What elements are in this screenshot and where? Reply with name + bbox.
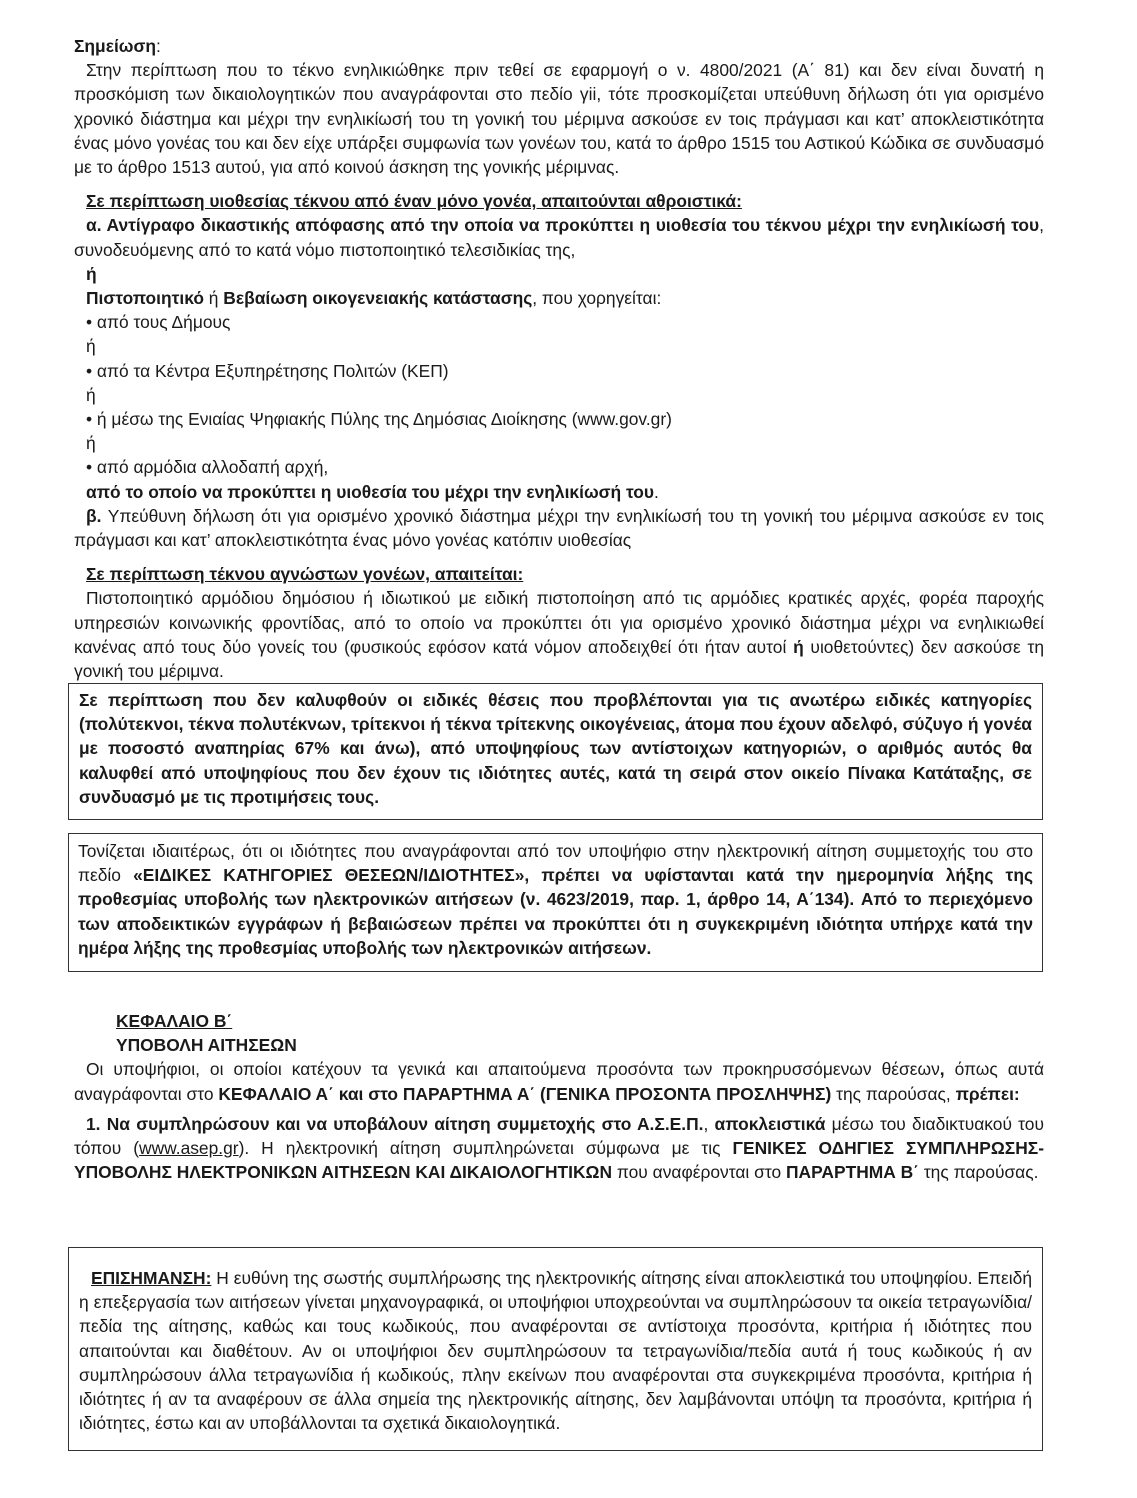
adoption-or: ή [86,263,97,284]
special-categories-text: Σε περίπτωση που δεν καλυφθούν οι ειδικές θέσεις που προβλέπονται για τις ανωτέρω ειδικές κατηγορίες (πολύτεκνοι, τέκνα πολυτέκνων, τρίτεκνοι ή τέκνα τρίτεκνης οικογένειας, άτομα που έχουν αδελφό, σύζυγο ή γονέα με ποσοστό αναπηρίας 67% και άνω), από υποψηφίους των αντίστοιχων κατηγοριών, ο αριθμός αυτός θα καλυφθεί από υποψηφίους που δεν έχουν τις ιδιότητες αυτές, κατά τη σειρά στον οικείο Πίνακα Κατάταξης, σε συνδυασμό με τις προτιμήσεις τους. [79,690,1032,807]
note-heading: Σημείωση: [74,36,161,56]
asep-link[interactable]: www.asep.gr [139,1138,239,1159]
adoption-item-b: β. Υπεύθυνη δήλωση ότι για ορισμένο χρονικό διάστημα μέχρι την ενηλικίωσή του τη γονική του μέριμνα ασκούσε εν τοις πράγμασι και κατ’ αποκλειστικότητα ένας μόνο γονέας κατόπιν υιοθεσίας [74,505,1044,551]
chapter-title: ΚΕΦΑΛΑΙΟ Β΄ [116,1011,233,1031]
unknown-parents-heading: Σε περίπτωση τέκνου αγνώστων γονέων, απαιτείται: [86,564,524,585]
emphasis-text: Τονίζεται ιδιαιτέρως, ότι οι ιδιότητες που αναγράφονται από τον υποψήφιο στην ηλεκτρονική αίτηση συμμετοχής του στο πεδίο «ΕΙΔΙΚΕΣ ΚΑΤΗΓΟΡΙΕΣ ΘΕΣΕΩΝ/ΙΔΙΟΤΗΤΕΣ», πρέπει να υφίστανται κατά την ημερομηνία λήξης της προθεσμίας υποβολής των ηλεκτρονικών αιτήσεων (ν. 4623/2019, παρ. 1, άρθρο 14, Α΄134). Από το περιεχόμενο των αποδεικτικών εγγράφων ή βεβαιώσεων πρέπει να προκύπτει ότι η συγκεκριμένη ιδιότητα υπήρχε κατά την ημέρα λήξης της προθεσμίας υποβολής των ηλεκτρονικών αιτήσεων. [78,841,1033,958]
adoption-closing: από το οποίο να προκύπτει η υιοθεσία του μέχρι την ενηλικίωσή του. [86,481,659,502]
chapter-subtitle: ΥΠΟΒΟΛΗ ΑΙΤΗΣΕΩΝ [116,1035,297,1056]
adoption-or: ή [86,384,96,405]
unknown-parents-text: Πιστοποιητικό αρμόδιου δημόσιου ή ιδιωτικού με ειδική πιστοποίηση από τις αρμόδιες κρατικές αρχές, φορέα παροχής υπηρεσιών κοινωνικής φροντίδας, από το οποίο να προκύπτει ότι για ορισμένο χρονικό διάστημα μέχρι να ενηλικιωθεί κανένας από τους δύο γονείς του (φυσικούς εφόσον κατά νόμον αποδειχθεί ότι ήταν αυτοί ή υιοθετούντες) δεν ασκούσε τη γονική του μέριμνα. [74,588,1044,682]
chapter-item-1: 1. Να συμπληρώσουν και να υποβάλουν αίτηση συμμετοχής στο Α.Σ.Ε.Π., αποκλειστικά μέσω του διαδικτυακού του τόπου (www.asep.gr). Η ηλεκτρονική αίτηση συμπληρώνεται σύμφωνα με τις ΓΕΝΙΚΕΣ ΟΔΗΓΙΕΣ ΣΥΜΠΛΗΡΩΣΗΣ-ΥΠΟΒΟΛΗΣ ΗΛΕΚΤΡΟΝΙΚΩΝ ΑΙΤΗΣΕΩΝ ΚΑΙ ΔΙΚΑΙΟΛΟΓΗΤΙΚΩΝ που αναφέρονται στο ΠΑΡΑΡΤΗΜΑ Β΄ της παρούσας. [74,1113,1044,1183]
emphasis-box [68,833,1043,972]
adoption-item-a: α. Αντίγραφο δικαστικής απόφασης από την οποία να προκύπτει η υιοθεσία του τέκνου μέχρι την ενηλικίωσή του, συνοδευόμενης από το κατά νόμο πιστοποιητικό τελεσιδικίας της, [74,215,1044,260]
document-body [74,34,1044,683]
chapter-b [74,1009,1044,1184]
notice-text: ΕΠΙΣΗΜΑΝΣΗ: Η ευθύνη της σωστής συμπλήρωσης της ηλεκτρονικής αίτησης είναι αποκλειστικά του υποψηφίου. Επειδή η επεξεργασία των αιτήσεων γίνεται μηχανογραφικά, οι υποψήφιοι υποχρεούνται να συμπληρώσουν τα οικεία τετραγωνίδια/πεδία της αίτησης, καθώς και τους κωδικούς, που αναφέρονται σε αντίστοιχα προσόντα, κριτήρια ή ιδιότητες που απαιτούνται και διαθέτουν. Αν οι υποψήφιοι δεν συμπληρώσουν τα τετραγωνίδια/πεδία αυτά ή τους κωδικούς ή αν συμπληρώσουν άλλα τετραγωνίδια ή κωδικούς, πλην εκείνων που αναφέρονται στα συγκεκριμένα προσόντα, κριτήρια ή ιδιότητες ή αν τα αναφέρουν σε άλλα σημεία της ηλεκτρονικής αίτησης, δεν λαμβάνονται υπόψη τα προσόντα, κριτήρια ή ιδιότητες, έστω και αν υποβάλλονται τα σχετικά δικαιολογητικά. [79,1268,1032,1434]
chapter-intro: Οι υποψήφιοι, οι οποίοι κατέχουν τα γενικά και απαιτούμενα προσόντα των προκηρυσσόμενων θέσεων, όπως αυτά αναγράφονται στο ΚΕΦΑΛΑΙΟ Α΄ και στο ΠΑΡΑΡΤΗΜΑ Α΄ (ΓΕΝΙΚΑ ΠΡΟΣΟΝΤΑ ΠΡΟΣΛΗΨΗΣ) της παρούσας, πρέπει: [74,1059,1044,1104]
special-categories-box [68,683,1043,820]
adoption-option: • από αρμόδια αλλοδαπή αρχή, [86,457,329,478]
notice-box [68,1247,1043,1451]
note-text: Στην περίπτωση που το τέκνο ενηλικιώθηκε πριν τεθεί σε εφαρμογή ο ν. 4800/2021 (Α΄ 81) και δεν είναι δυνατή η προσκόμιση των δικαιολογητικών που αναγράφονται στο πεδίο γii, τότε προσκομίζεται υπεύθυνη δήλωση ότι για ορισμένο χρονικό διάστημα και μέχρι την ενηλικίωσή του τη γονική του μέριμνα ασκούσε εν τοις πράγμασι και κατ’ αποκλειστικότητα ένας μόνο γονέας του και δεν είχε υπάρξει συμφωνία των γονέων του, κατά το άρθρο 1515 του Αστικού Κώδικα σε συνδυασμό με το άρθρο 1513 αυτού, για από κοινού άσκηση της γονικής μέριμνας. [74,60,1044,178]
adoption-or: ή [86,433,96,454]
adoption-heading: Σε περίπτωση υιοθεσίας τέκνου από έναν μόνο γονέα, απαιτούνται αθροιστικά: [86,191,742,212]
adoption-certificate: Πιστοποιητικό ή Βεβαίωση οικογενειακής κατάστασης, που χορηγείται: [86,288,662,309]
adoption-option: • από τα Κέντρα Εξυπηρέτησης Πολιτών (ΚΕΠ) [86,360,449,381]
adoption-or: ή [86,336,96,357]
adoption-option: • από τους Δήμους [86,312,231,333]
adoption-option: • ή μέσω της Ενιαίας Ψηφιακής Πύλης της Δημόσιας Διοίκησης (www.gov.gr) [86,409,672,430]
